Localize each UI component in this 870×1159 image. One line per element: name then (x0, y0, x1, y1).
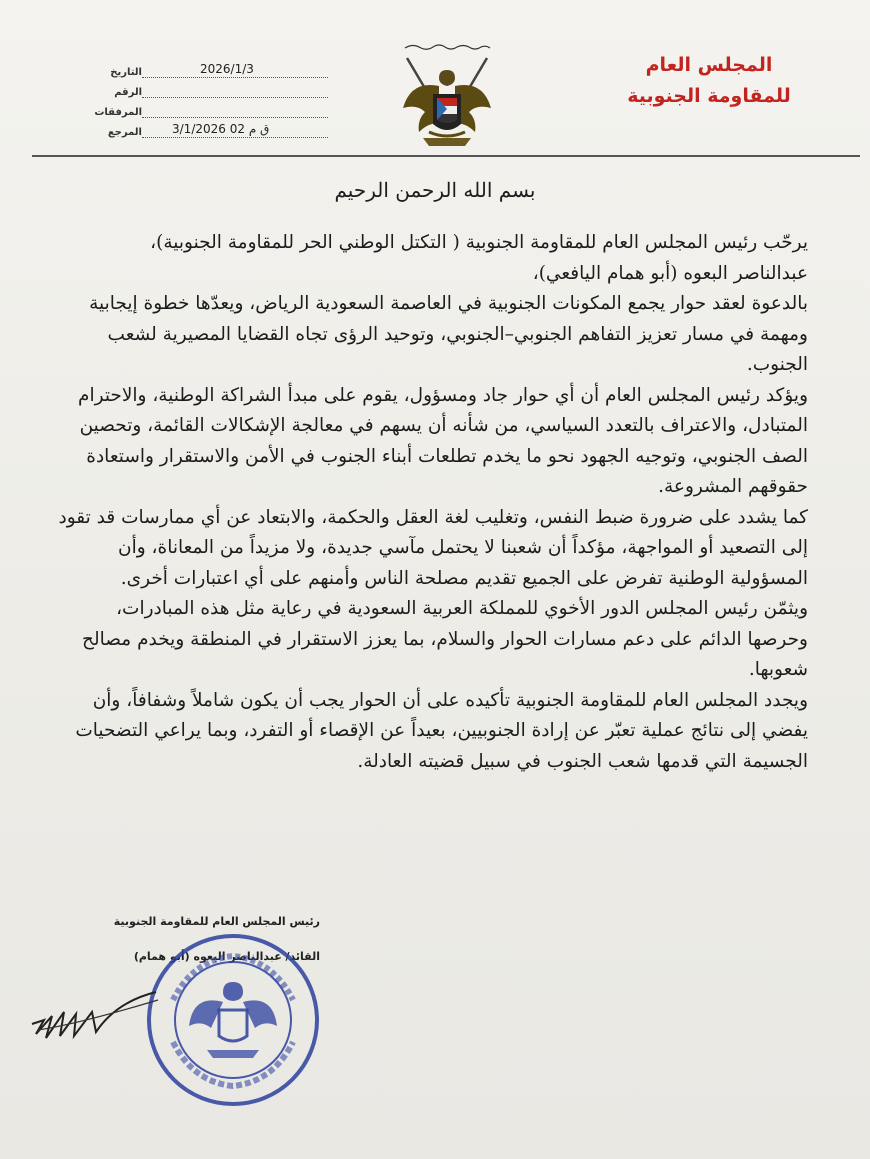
basmala: بسم الله الرحمن الرحيم (334, 178, 536, 202)
organization-name: المجلس العام للمقاومة الجنوبية (627, 54, 791, 107)
letter-body (52, 228, 808, 777)
signatory-name: القائد/ عبدالناصر البعوه (أبو همام) (133, 950, 320, 963)
handwritten-signature-icon (28, 990, 178, 1050)
attachments-field (88, 98, 328, 118)
number-label: الرقم (114, 87, 142, 98)
paragraph-closing: ويجدد المجلس العام للمقاومة الجنوبية تأكيده على أن الحوار يجب أن يكون شاملاً وشفافاً، وأن يفضي إلى نتائج عملية تعبّر عن إرادة الجنوبيين، بعيداً عن الإقصاء أو التفرد، وبما يراعي التضحيات الجسيمة التي قدمها شعب الجنوب في سبيل قضيته العادلة. (75, 689, 808, 772)
paragraph-opening: يرحّب رئيس المجلس العام للمقاومة الجنوبية ( التكتل الوطني الحر للمقاومة الجنوبية)، (150, 232, 808, 253)
header-divider (32, 155, 860, 157)
paragraph-invitation: بالدعوة لعقد حوار يجمع المكونات الجنوبية في العاصمة السعودية الرياض، ويعدّها خطوة إيجابية ومهمة في مسار تعزيز التفاهم الجنوبي–الجنوبي، وتوحيد الرؤى تجاه القضايا المصيرية لشعب الجنوب. (89, 293, 808, 375)
eagle-emblem-icon (387, 40, 507, 160)
attachments-label: المرفقات (94, 107, 142, 118)
signatory-title: رئيس المجلس العام للمقاومة الجنوبية (113, 915, 320, 928)
paragraph-name: عبدالناصر البعوه (أبو همام اليافعي)، (532, 262, 808, 284)
date-label: التاريخ (110, 67, 142, 78)
reference-label: المرجع (107, 127, 142, 138)
paragraph-dialogue: ويؤكد رئيس المجلس العام أن أي حوار جاد ومسؤول، يقوم على مبدأ الشراكة الوطنية، والاحترام المتبادل، والاعتراف بالتعدد السياسي، من شأنه أن يسهم في معالجة الإشكالات القائمة، وتحصين الصف الجنوبي، وتوجيه الجهود نحو ما يخدم تطلعات أبناء الجنوب في الأمن والاستقرار واستعادة حقوقهم المشروعة. (78, 384, 808, 497)
paragraph-restraint: كما يشدد على ضرورة ضبط النفس، وتغليب لغة العقل والحكمة، والابتعاد عن أي ممارسات قد تقود إلى التصعيد أو المواجهة، مؤكداً أن شعبنا لا يحتمل مآسي جديدة، ولا مزيداً من المعاناة، وأن المسؤولية الوطنية تفرض على الجميع تقديم مصلحة الناس وأمنهم على أي اعتبارات أخرى. (58, 506, 808, 589)
reference-field: 3/1/2026 ق م 02 المرجع (88, 118, 328, 138)
paragraph-appreciation: ويثمّن رئيس المجلس الدور الأخوي للمملكة العربية السعودية في رعاية مثل هذه المبادرات، وحرصها الدائم على دعم مسارات الحوار والسلام، بما يعزز الاستقرار في المنطقة ويخدم مصالح شعوبها. (82, 598, 808, 680)
number-field (88, 78, 328, 98)
reference-fields (88, 58, 328, 138)
date-field: 2026/1/3 التاريخ (88, 58, 328, 78)
